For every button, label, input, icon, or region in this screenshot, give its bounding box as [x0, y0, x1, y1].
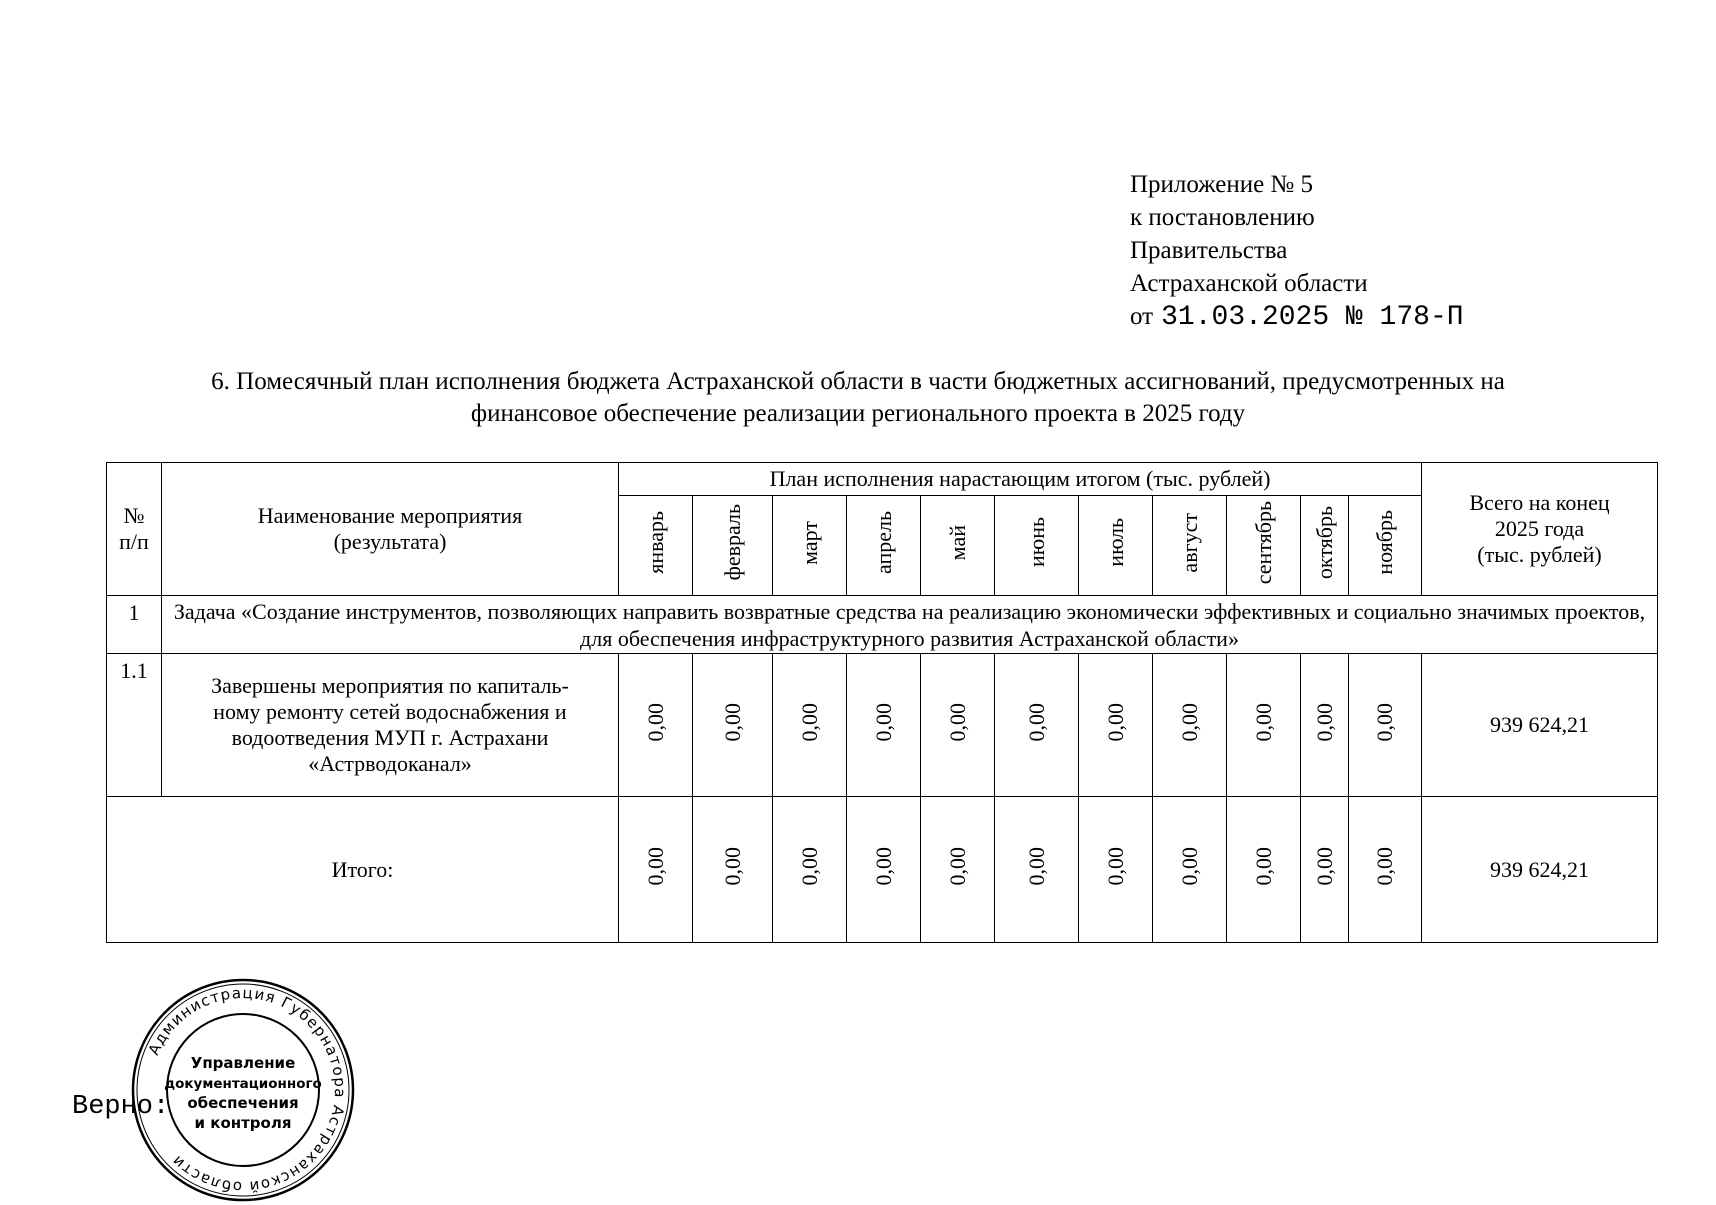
item-value-cell — [995, 654, 1079, 797]
item-value: 0,00 — [642, 702, 668, 742]
total-row — [107, 797, 1658, 943]
total-value-cell — [1349, 797, 1422, 943]
header-name-line: Наименование мероприятия — [257, 503, 523, 528]
month-label: февраль — [719, 504, 745, 581]
item-row — [107, 654, 1658, 797]
total-value-cell — [921, 797, 995, 943]
header-num-cell — [107, 463, 162, 596]
item-value-cell — [921, 654, 995, 797]
item-value: 0,00 — [796, 702, 822, 742]
month-label: январь — [642, 511, 668, 574]
header-row — [107, 463, 1658, 496]
header-num-line: п/п — [119, 529, 149, 554]
header-total-line: (тыс. рублей) — [1477, 542, 1602, 567]
item-num-cell: 1.1 — [107, 654, 162, 797]
month-label: март — [796, 520, 822, 565]
item-value-cell — [619, 654, 693, 797]
item-value: 0,00 — [870, 702, 896, 742]
total-value-cell — [995, 797, 1079, 943]
appendix-line: к постановлению — [1130, 204, 1315, 231]
item-value: 0,00 — [1250, 702, 1276, 742]
item-value: 0,00 — [1102, 702, 1128, 742]
item-value-cell — [1153, 654, 1227, 797]
total-value: 0,00 — [719, 847, 745, 886]
item-value-cell — [773, 654, 847, 797]
header-total-line: 2025 года — [1494, 516, 1585, 541]
total-value: 0,00 — [1023, 847, 1049, 886]
total-value-cell — [773, 797, 847, 943]
total-value-cell — [1079, 797, 1153, 943]
item-value: 0,00 — [1372, 702, 1397, 742]
appendix-line: Приложение № 5 — [1130, 171, 1314, 198]
total-value-cell — [1301, 797, 1349, 943]
total-value: 0,00 — [1250, 847, 1276, 886]
item-value-cell — [1227, 654, 1301, 797]
task-row — [107, 596, 1658, 654]
section-title-line: 6. Помесячный план исполнения бюджета Астраханской области в части бюджетных ассигнований, предусмотренных на — [211, 368, 1505, 395]
header-total-line: Всего на конец — [1469, 490, 1610, 515]
total-value: 0,00 — [944, 847, 970, 886]
month-header-cell — [847, 496, 921, 596]
total-value: 0,00 — [642, 847, 668, 886]
appendix-line: Правительства — [1130, 237, 1288, 264]
seal-center-line: и контроля — [194, 1114, 292, 1132]
date-prefix: от — [1130, 303, 1154, 330]
month-header-cell — [921, 496, 995, 596]
month-label: август — [1176, 512, 1202, 573]
appendix-block — [1130, 168, 1464, 334]
task-text-cell: Задача «Создание инструментов, позволяющих направить возвратные средства на реализацию экономически эффективных и социально значимых проектов, для обеспечения инфраструктурного развития Астраханской области» — [162, 596, 1658, 654]
task-num-cell: 1 — [107, 596, 162, 654]
item-name-line: ному ремонту сетей водоснабжения и — [213, 699, 567, 724]
total-value: 0,00 — [870, 847, 896, 886]
item-value-cell — [847, 654, 921, 797]
item-value-cell — [1079, 654, 1153, 797]
item-name-line: «Астрводоканал» — [308, 751, 472, 776]
total-label-cell: Итого: — [107, 797, 619, 943]
header-name-line: (результата) — [333, 529, 447, 554]
month-label: май — [944, 524, 970, 561]
total-value: 0,00 — [1102, 847, 1128, 886]
month-label: октябрь — [1311, 505, 1337, 580]
item-value: 0,00 — [1176, 702, 1202, 742]
item-value-cell — [1349, 654, 1422, 797]
seal-center-line: обеспечения — [187, 1094, 299, 1112]
month-header-cell — [693, 496, 773, 596]
item-value-cell — [693, 654, 773, 797]
month-header-cell — [995, 496, 1079, 596]
total-value-cell — [847, 797, 921, 943]
total-value: 0,00 — [1176, 847, 1202, 886]
header-num-line: № — [123, 503, 145, 528]
month-header-cell — [773, 496, 847, 596]
section-title-line: финансовое обеспечение реализации регионального проекта в 2025 году — [470, 400, 1246, 427]
month-label: сентябрь — [1250, 500, 1276, 585]
appendix-date-line — [1130, 300, 1464, 334]
total-value-cell — [1153, 797, 1227, 943]
appendix-line: Астраханской области — [1130, 270, 1368, 297]
item-value: 0,00 — [719, 702, 745, 742]
month-header-cell — [1079, 496, 1153, 596]
item-name-line: Завершены мероприятия по капиталь- — [211, 673, 569, 698]
month-label: апрель — [870, 510, 896, 575]
month-header-cell — [1349, 496, 1422, 596]
item-total-cell: 939 624,21 — [1422, 654, 1658, 797]
header-total-cell — [1422, 463, 1658, 596]
seal-ring-text: Администрация Губернатора Астраханской области — [144, 983, 350, 1197]
total-value: 0,00 — [1311, 847, 1337, 886]
item-name-cell — [162, 654, 619, 797]
budget-plan-table — [106, 462, 1658, 943]
verno-label: Верно: — [72, 1092, 170, 1122]
section-title — [100, 366, 1616, 430]
month-header-cell — [619, 496, 693, 596]
total-value: 0,00 — [796, 847, 822, 886]
header-name-cell — [162, 463, 619, 596]
month-label: июль — [1102, 518, 1128, 567]
month-header-cell — [1153, 496, 1227, 596]
item-value: 0,00 — [944, 702, 970, 742]
total-value: 0,00 — [1372, 847, 1397, 886]
total-value-cell — [1227, 797, 1301, 943]
month-label: ноябрь — [1372, 510, 1397, 575]
month-header-cell — [1227, 496, 1301, 596]
item-name-line: водоотведения МУП г. Астрахани — [231, 725, 549, 750]
month-label: июнь — [1023, 517, 1049, 568]
item-value: 0,00 — [1311, 702, 1337, 742]
item-value: 0,00 — [1023, 702, 1049, 742]
plan-header-cell: План исполнения нарастающим итогом (тыс. рублей) — [619, 463, 1422, 496]
total-value-cell — [619, 797, 693, 943]
total-value-cell — [693, 797, 773, 943]
month-header-cell — [1301, 496, 1349, 596]
grand-total-cell: 939 624,21 — [1422, 797, 1658, 943]
seal-center-line: Управление — [190, 1054, 296, 1072]
document-date-number: 31.03.2025 № 178-П — [1161, 302, 1464, 333]
official-seal — [128, 975, 358, 1205]
seal-center-line: документационного — [164, 1076, 322, 1092]
item-value-cell — [1301, 654, 1349, 797]
